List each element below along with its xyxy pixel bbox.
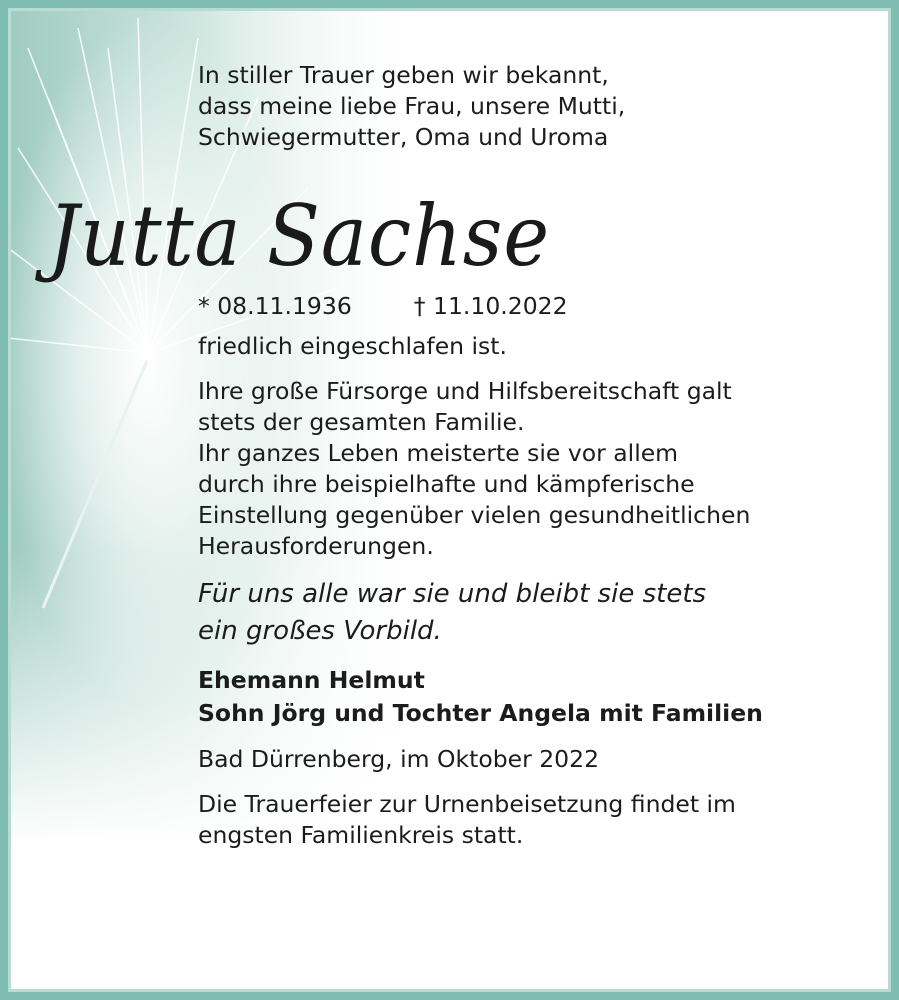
place-date: Bad Dürrenberg, im Oktober 2022 <box>198 745 600 773</box>
mourner-line: Ehemann Helmut <box>198 666 425 694</box>
quote-line: Für uns alle war sie und bleibt sie stets <box>198 579 707 609</box>
passed-text: friedlich eingeschlafen ist. <box>198 332 507 360</box>
mourners <box>198 664 878 730</box>
intro-line: In stiller Trauer geben wir bekannt, <box>198 61 609 89</box>
tribute-line: Ihre große Fürsorge und Hilfsbereitschaft galt <box>198 377 732 405</box>
ceremony-text <box>198 789 878 851</box>
tribute-text <box>198 376 878 562</box>
birth-date: * 08.11.1936 <box>198 292 352 320</box>
intro-line: Schwiegermutter, Oma und Uroma <box>198 123 609 151</box>
intro-line: dass meine liebe Frau, unsere Mutti, <box>198 92 626 120</box>
ceremony-line: engsten Familienkreis statt. <box>198 821 524 849</box>
tribute-line: Ihr ganzes Leben meisterte sie vor allem <box>198 439 679 467</box>
deceased-name: Jutta Sachse <box>48 187 551 285</box>
quote-line: ein großes Vorbild. <box>198 616 442 646</box>
tribute-line: stets der gesamten Familie. <box>198 408 525 436</box>
tribute-line: Herausforderungen. <box>198 532 434 560</box>
name-spacer <box>198 167 878 331</box>
mourner-line: Sohn Jörg und Tochter Angela mit Familien <box>198 699 763 727</box>
obituary-text <box>198 60 878 865</box>
death-date: † 11.10.2022 <box>413 292 568 320</box>
tribute-line: Einstellung gegenüber vielen gesundheitlichen <box>198 501 751 529</box>
tribute-line: durch ihre beispielhafte und kämpferische <box>198 470 695 498</box>
quote-text <box>198 576 878 650</box>
intro-text <box>198 60 878 153</box>
ceremony-line: Die Trauerfeier zur Urnenbeisetzung findet im <box>198 790 736 818</box>
